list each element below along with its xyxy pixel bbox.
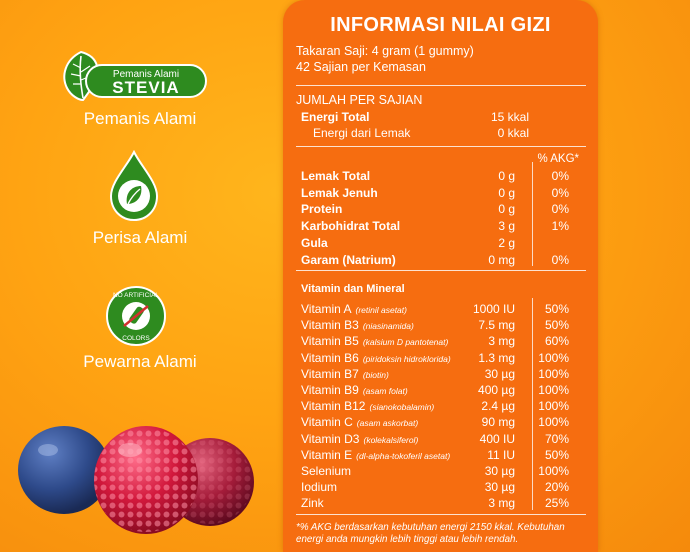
nutrient-name: [313, 126, 410, 140]
nutrient-akg: 0%: [551, 202, 569, 217]
vitamin-row: [301, 480, 581, 496]
nutrient-row: [301, 202, 581, 218]
nutrient-amount: 30 µg: [484, 366, 515, 381]
nutrient-akg: 100%: [538, 350, 569, 365]
nutrient-label: Vitamin C: [301, 415, 353, 430]
nutrient-akg: 0%: [551, 252, 569, 267]
nutrient-label: Vitamin B3: [301, 318, 359, 333]
nutrient-label: Energi dari Lemak: [313, 126, 411, 140]
nutrient-amount: 0 g: [498, 185, 515, 200]
energy-row: [301, 110, 581, 126]
svg-text:COLORS: COLORS: [122, 335, 150, 342]
nutrient-label: Lemak Total: [301, 169, 371, 183]
nutrient-name: [301, 367, 389, 381]
nutrient-name: [301, 480, 337, 494]
nutrient-akg: 100%: [538, 366, 569, 381]
stevia-badge-big: STEVIA: [112, 78, 180, 97]
nutrient-label: Energi Total: [301, 110, 370, 124]
nutrient-source-form: (retinil asetat): [355, 305, 407, 315]
footnote: *% AKG berdasarkan kebutuhan energi 2150 kkal. Kebutuhan energi anda mungkin lebih tinggi atau lebih rendah.: [296, 522, 565, 545]
nutrient-source-form: (piridoksin hidroklorida): [362, 353, 451, 364]
nutrient-source-form: (niasinamida): [362, 321, 414, 332]
nutrient-row: [301, 169, 581, 185]
vitamin-row: [301, 383, 581, 399]
vitamin-heading: Vitamin dan Mineral: [301, 283, 405, 295]
nutrient-label: Protein: [301, 202, 343, 217]
nutrient-akg: 70%: [544, 431, 569, 446]
nutrient-amount: 3 mg: [488, 496, 515, 511]
vitamin-row: [301, 318, 581, 334]
nutrient-name: [301, 253, 396, 267]
nutrient-amount: 2 g: [498, 235, 515, 250]
nutrient-name: [301, 383, 408, 397]
nutrient-amount: 400 µg: [478, 383, 515, 397]
nutrient-amount: 400 IU: [479, 431, 515, 446]
features-column: [0, 0, 280, 552]
stevia-badge-small: Pemanis Alami: [112, 69, 180, 80]
vitamin-row: [301, 351, 581, 367]
raspberry-gummy: [94, 426, 198, 534]
nutrient-amount: 11 IU: [487, 447, 515, 462]
nutrient-amount: 30 µg: [484, 464, 515, 478]
per-serving-heading: JUMLAH PER SAJIAN: [296, 93, 423, 107]
feature-color: [0, 352, 280, 372]
nutrient-amount: 7.5 mg: [478, 318, 515, 333]
nutrient-label: Vitamin B5: [301, 334, 359, 349]
nutrient-akg: 100%: [538, 415, 569, 430]
nutrient-akg: 0%: [551, 185, 569, 200]
column-divider: [532, 162, 533, 266]
nutrient-name: [301, 432, 418, 446]
nutrient-source-form: (kolekalsiferol): [363, 434, 419, 445]
nutrient-name: [301, 496, 324, 510]
vitamin-row: [301, 334, 581, 350]
nutrient-name: [301, 448, 450, 462]
nutrient-amount: 3 g: [498, 219, 515, 234]
nutrient-label: Iodium: [301, 480, 338, 495]
nutrient-amount: 1.3 mg: [478, 350, 515, 365]
nutrient-amount: 1000 IU: [472, 302, 515, 316]
nutrient-label: Zink: [301, 496, 324, 511]
nutrient-label: Vitamin B12: [301, 399, 366, 414]
nutrient-name: [301, 464, 351, 478]
nutrient-source-form: (sianokobalamin): [369, 402, 435, 413]
nutrient-akg: 0%: [551, 169, 569, 183]
nutrient-akg: 50%: [544, 447, 569, 462]
nutrient-amount: 3 mg: [488, 334, 515, 349]
nutrient-amount: 90 mg: [481, 415, 515, 430]
feature-color-label: Pewarna Alami: [83, 352, 197, 371]
column-divider: [532, 298, 533, 510]
feature-sweetener-label: Pemanis Alami: [83, 109, 197, 128]
vitamin-row: [301, 464, 581, 480]
serving-size: Takaran Saji: 4 gram (1 gummy): [296, 44, 474, 58]
nutrient-amount: 0 g: [498, 169, 515, 183]
nutrient-name: [301, 351, 451, 365]
vitamin-row: [301, 302, 581, 318]
nutrient-name: [301, 415, 418, 429]
nutrient-amount: 30 µg: [484, 480, 515, 495]
nutrient-amount: 0 mg: [488, 252, 515, 267]
nutrient-label: Vitamin E: [301, 447, 353, 462]
nutrient-name: [301, 318, 414, 332]
nutrient-name: [301, 302, 407, 316]
feature-flavor: [0, 228, 280, 248]
nutrient-name: [301, 186, 378, 200]
fruit-gummies-image: [18, 420, 288, 552]
nutrition-facts-panel: [283, 0, 598, 552]
stevia-label-pill: [85, 64, 207, 98]
nutrient-label: Gula: [301, 235, 328, 250]
nutrient-source-form: (kalsium D pantotenat): [362, 337, 449, 348]
nutrient-source-form: (asam askorbat): [356, 418, 419, 429]
nutrient-name: [301, 219, 400, 233]
divider: [296, 514, 586, 515]
energy-row: [301, 126, 581, 142]
akg-header: % AKG*: [537, 153, 579, 165]
nutrient-akg: 25%: [544, 496, 569, 511]
vitamin-row: [301, 399, 581, 415]
svg-text:NO ARTIFICIAL: NO ARTIFICIAL: [112, 292, 160, 299]
nutrient-source-form: (asam folat): [362, 386, 408, 396]
nutrient-label: Vitamin B9: [301, 383, 359, 397]
nutrient-name: [301, 334, 448, 348]
nutrient-label: Vitamin A: [301, 302, 352, 316]
vitamin-row: [301, 367, 581, 383]
nutrient-name: [301, 399, 434, 413]
nutrient-amount: 2.4 µg: [481, 399, 515, 414]
nutrient-label: Vitamin D3: [301, 431, 360, 446]
nutrient-source-form: (dl-alpha-tokoferil asetat): [356, 450, 451, 461]
nutrient-amount: 15 kkal: [490, 110, 529, 124]
nutrient-akg: 50%: [544, 318, 569, 333]
nutrient-label: Garam (Natrium): [301, 252, 396, 267]
nutrient-label: Selenium: [301, 464, 352, 478]
stevia-badge: [59, 50, 209, 104]
divider: [296, 85, 586, 86]
nutrient-row: [301, 236, 581, 252]
nutrient-akg: 100%: [538, 383, 569, 397]
nutrient-label: Karbohidrat Total: [301, 219, 401, 234]
nutrient-akg: 20%: [544, 480, 569, 495]
water-drop-leaf-icon: [107, 150, 161, 222]
nutrient-label: Vitamin B6: [301, 350, 359, 365]
nutrient-akg: 100%: [538, 399, 569, 414]
nutrient-akg: 1%: [551, 219, 569, 234]
nutrient-name: [301, 110, 369, 124]
vitamin-row: [301, 432, 581, 448]
nutrient-amount: 0 kkal: [497, 126, 529, 140]
vitamin-row: [301, 496, 581, 512]
vitamin-row: [301, 448, 581, 464]
feature-flavor-label: Perisa Alami: [92, 228, 188, 247]
nutrient-akg: 60%: [544, 334, 569, 349]
nutrient-row: [301, 219, 581, 235]
nutrient-name: [301, 169, 370, 183]
nutrient-row: [301, 186, 581, 202]
nutrient-name: [301, 236, 328, 250]
nutrient-label: Lemak Jenuh: [301, 185, 378, 200]
nutrient-source-form: (biotin): [362, 369, 389, 380]
feature-sweetener: [0, 109, 280, 129]
vitamin-row: [301, 415, 581, 431]
nutrient-row: [301, 253, 581, 269]
no-artificial-colors-icon: [105, 285, 167, 347]
servings-per-pack: 42 Sajian per Kemasan: [296, 60, 426, 74]
nutrient-name: [301, 202, 342, 216]
nutrient-amount: 0 g: [498, 202, 515, 217]
nutrient-akg: 50%: [544, 302, 569, 316]
panel-title: INFORMASI NILAI GIZI: [330, 14, 551, 36]
nutrient-label: Vitamin B7: [301, 366, 359, 381]
divider: [296, 146, 586, 147]
nutrient-akg: 100%: [538, 464, 569, 478]
divider: [296, 270, 586, 271]
